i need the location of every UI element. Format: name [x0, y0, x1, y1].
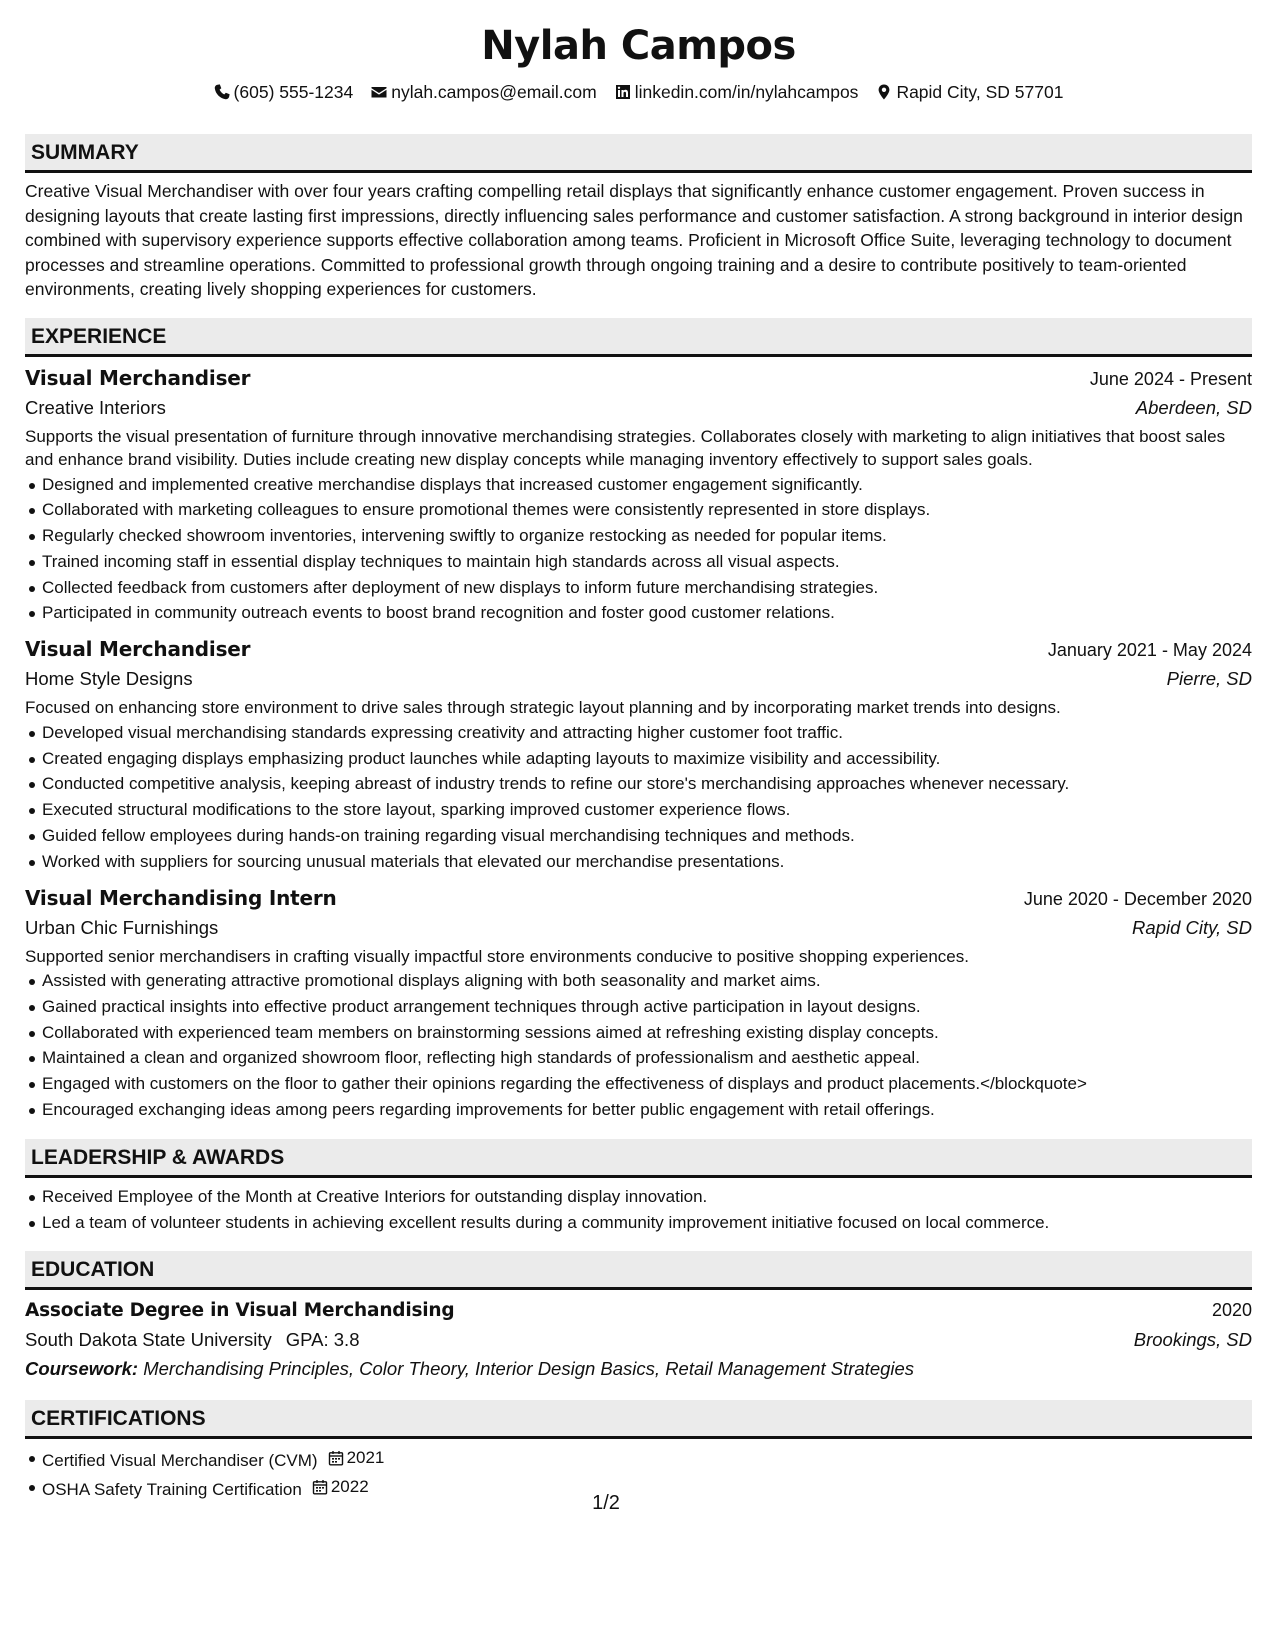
list-item: Regularly checked showroom inventories, intervening swiftly to organize restocking as needed for popular items. — [25, 523, 1252, 549]
job-entry — [25, 883, 1252, 1123]
job-bullets — [25, 968, 1252, 1123]
envelope-icon — [371, 84, 387, 100]
education-school-row — [25, 1325, 1252, 1354]
contact-phone[interactable] — [214, 82, 354, 103]
linkedin-icon — [615, 84, 631, 100]
school-location: Brookings, SD — [1133, 1329, 1252, 1351]
job-company: Home Style Designs — [25, 668, 193, 690]
list-item: Designed and implemented creative merchandise displays that increased customer engagement significantly. — [25, 472, 1252, 498]
job-description: Focused on enhancing store environment to drive sales through strategic layout planning and by incorporating market trends into designs. — [25, 698, 1061, 718]
list-item: Maintained a clean and organized showroom floor, reflecting high standards of professionalism and aesthetic appeal. — [25, 1045, 1252, 1071]
calendar-icon — [328, 1450, 344, 1466]
contact-linkedin[interactable] — [615, 82, 859, 103]
list-item: Participated in community outreach events to boost brand recognition and foster good customer relations. — [25, 600, 1252, 626]
job-company: Creative Interiors — [25, 396, 166, 418]
contact-location — [876, 82, 1063, 103]
linkedin-text: linkedin.com/in/nylahcampos — [634, 81, 859, 102]
list-item: Executed structural modifications to the store layout, sparking improved customer experience flows. — [25, 797, 1252, 823]
list-item: Developed visual merchandising standards expressing creativity and attracting higher customer foot traffic. — [25, 720, 1252, 746]
section-heading-summary: SUMMARY — [25, 134, 1252, 173]
job-title: Visual Merchandiser — [25, 637, 251, 662]
list-item: Encouraged exchanging ideas among peers regarding improvements for better public engagement with retail offerings. — [25, 1097, 1252, 1123]
list-item: Worked with suppliers for sourcing unusual materials that elevated our merchandise presentations. — [25, 849, 1252, 875]
map-pin-icon — [876, 84, 892, 100]
gpa: GPA: 3.8 — [285, 1329, 360, 1351]
list-item: Assisted with generating attractive promotional displays aligning with both seasonality and market aims. — [25, 968, 1252, 994]
list-item: Engaged with customers on the floor to gather their opinions regarding the effectiveness of displays and product placements.</blockquote> — [25, 1071, 1252, 1097]
section-heading-education: EDUCATION — [25, 1251, 1252, 1290]
education-entry — [25, 1296, 1252, 1325]
resume-page — [25, 20, 1252, 1503]
list-item: Guided fellow employees during hands-on training regarding visual merchandising techniques and methods. — [25, 823, 1252, 849]
job-dates: June 2024 - Present — [1089, 368, 1252, 389]
cert-year: 2022 — [330, 1477, 369, 1497]
cert-name: Certified Visual Merchandiser (CVM) — [42, 1451, 318, 1471]
section-heading-certifications: CERTIFICATIONS — [25, 1400, 1252, 1439]
job-location: Pierre, SD — [1166, 668, 1252, 690]
job-title: Visual Merchandiser — [25, 365, 251, 390]
job-dates: June 2020 - December 2020 — [1023, 888, 1252, 909]
job-description: Supported senior merchandisers in crafting visually impactful store environments conducive to positive shopping experiences. — [25, 946, 969, 966]
job-entry — [25, 634, 1252, 874]
coursework-label: Coursework: — [25, 1358, 139, 1380]
job-description: Supports the visual presentation of furniture through innovative merchandising strategies. Collaborates closely with marketing to align initiatives that boost sales and enhance brand visibility. Duties include creating new display concepts while managing inventory effectively to support sales goals. — [25, 426, 1226, 469]
list-item: Led a team of volunteer students in achieving excellent results during a community improvement initiative focused on local commerce. — [25, 1210, 1252, 1236]
job-dates: January 2021 - May 2024 — [1047, 640, 1252, 661]
list-item: Collaborated with marketing colleagues to ensure promotional themes were consistently represented in store displays. — [25, 497, 1252, 523]
school-name: South Dakota State University — [25, 1329, 272, 1351]
list-item: Gained practical insights into effective product arrangement techniques through active participation in layout designs. — [25, 994, 1252, 1020]
graduation-year: 2020 — [1211, 1300, 1252, 1321]
section-heading-experience: EXPERIENCE — [25, 318, 1252, 357]
candidate-name: Nylah Campos — [481, 23, 796, 69]
list-item: Collaborated with experienced team members on brainstorming sessions aimed at refreshing existing display concepts. — [25, 1020, 1252, 1046]
list-item — [25, 1445, 1252, 1474]
page-number: 1/2 — [592, 1492, 620, 1514]
list-item: Received Employee of the Month at Creative Interiors for outstanding display innovation. — [25, 1184, 1252, 1210]
job-bullets — [25, 472, 1252, 627]
job-location: Aberdeen, SD — [1135, 396, 1252, 418]
job-location: Rapid City, SD — [1132, 916, 1252, 938]
list-item: Trained incoming staff in essential display techniques to maintain high standards across all visual aspects. — [25, 549, 1252, 575]
summary-text: Creative Visual Merchandiser with over four years crafting compelling retail displays that significantly enhance customer engagement. Proven success in designing layouts that create lasting first impressions, directly influencing sales performance and customer satisfaction. A strong background in interior design combined with supervisory experience supports effective collaboration among teams. Proficient in Microsoft Office Suite, leveraging technology to document processes and streamline operations. Committed to professional growth through ongoing training and a desire to contribute positively to team-oriented environments, creating lively shopping experiences for customers. — [25, 181, 1243, 299]
cert-year: 2021 — [346, 1448, 385, 1468]
section-heading-leadership: LEADERSHIP & AWARDS — [25, 1139, 1252, 1178]
leadership-list — [25, 1184, 1252, 1236]
job-company: Urban Chic Furnishings — [25, 916, 219, 938]
job-entry — [25, 363, 1252, 627]
phone-text: (605) 555-1234 — [233, 81, 354, 102]
contact-bar — [25, 80, 1252, 104]
contact-email[interactable] — [371, 82, 596, 103]
job-title: Visual Merchandising Intern — [25, 885, 337, 910]
job-bullets — [25, 720, 1252, 875]
phone-icon — [214, 84, 230, 100]
degree-name: Associate Degree in Visual Merchandising — [25, 1300, 455, 1322]
email-text: nylah.campos@email.com — [391, 81, 597, 102]
list-item: Created engaging displays emphasizing product launches while adapting layouts to maximize visibility and accessibility. — [25, 746, 1252, 772]
list-item: Collected feedback from customers after deployment of new displays to inform future merchandising strategies. — [25, 575, 1252, 601]
cert-name: OSHA Safety Training Certification — [42, 1480, 302, 1500]
location-text: Rapid City, SD 57701 — [896, 81, 1064, 102]
coursework-list: Merchandising Principles, Color Theory, Interior Design Basics, Retail Management Strategies — [143, 1358, 915, 1380]
list-item: Conducted competitive analysis, keeping abreast of industry trends to refine our store's merchandising approaches whenever necessary. — [25, 771, 1252, 797]
coursework — [25, 1354, 1252, 1384]
